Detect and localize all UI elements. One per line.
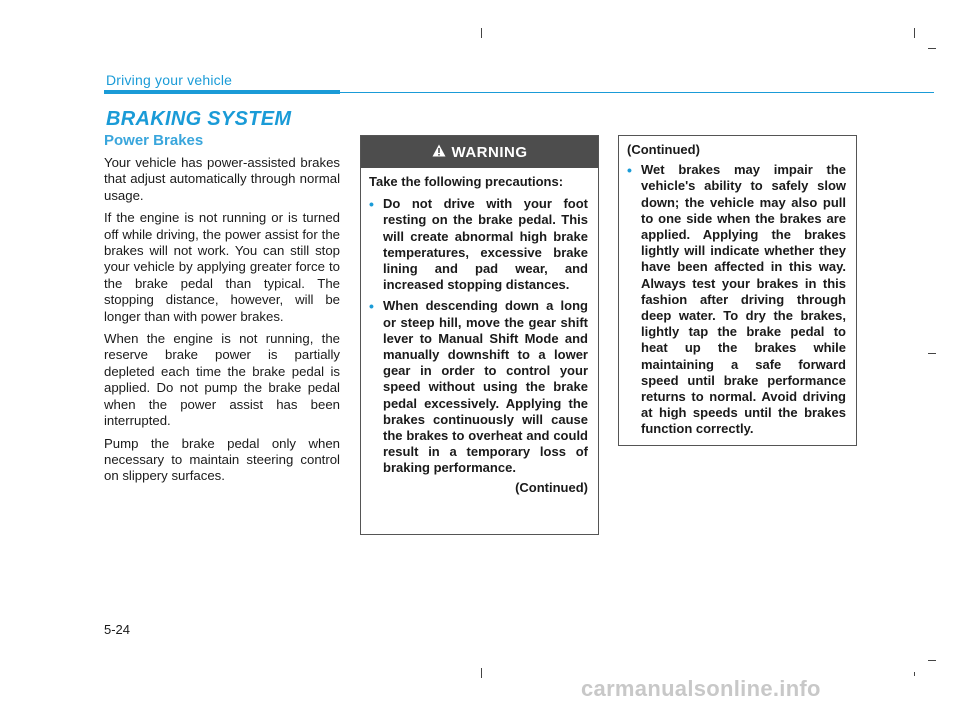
- section-label: Driving your vehicle: [106, 72, 233, 88]
- warning-header-label: WARNING: [451, 143, 528, 161]
- continued-content: [619, 136, 856, 438]
- continued-bullet-list: [627, 162, 846, 437]
- crop-mark-bottom-left: [481, 668, 482, 678]
- continued-heading: (Continued): [627, 142, 700, 157]
- crop-mark-top-left: [481, 28, 482, 38]
- warning-header: [361, 136, 598, 168]
- warning-bullet: • Do not drive with your foot resting on the brake pedal. This will create abnormal high brake temperatures, excessive brake lining and pad wear, and increased stopping distances.: [369, 196, 588, 293]
- crop-mark-right-bottom: [928, 660, 936, 661]
- crop-mark-right-middle: [928, 353, 936, 354]
- header-rule-thick: [104, 90, 340, 94]
- continued-bullet: • Wet brakes may impair the vehicle's ability to safely slow down; the vehicle may also pull to one side when the brakes are applied. Applying the brakes lightly will indicate whether they have been affected in this way. Always test your brakes in this fashion after driving through deep water. To dry the brakes, lightly tap the brake pedal to heat up the brakes while maintaining a safe forward speed until brake performance returns to normal. Avoid driving at high speeds until the brakes function correctly.: [627, 162, 846, 437]
- body-text-column: [104, 155, 340, 491]
- body-paragraph: Your vehicle has power-assisted brakes that adjust automatically through normal usage.: [104, 155, 340, 203]
- warning-content: [361, 168, 598, 496]
- body-paragraph: If the engine is not running or is turned off while driving, the power assist for the brakes will not work. You can still stop your vehicle by applying greater force to the brake pedal than typical. The stopping distance, however, will be longer than with power brakes.: [104, 210, 340, 324]
- warning-continued: (Continued): [515, 479, 588, 495]
- subsection-title: Power Brakes: [104, 132, 204, 149]
- crop-mark-bottom-right: [914, 672, 915, 676]
- body-paragraph: When the engine is not running, the reserve brake power is partially depleted each time the brake pedal is applied. Do not pump the brake pedal when the power assist has been interrupted.: [104, 331, 340, 429]
- page-title: BRAKING SYSTEM: [106, 108, 292, 130]
- watermark: carmanualsonline.info: [581, 676, 821, 701]
- warning-bullet: • When descending down a long or steep hill, move the gear shift lever to Manual Shift Mode and manually downshift to a lower gear in order to control your speed without using the brake pedal excessively. Applying the brakes continuously will cause the brakes to overheat and could result in a temporary loss of braking performance.: [369, 298, 588, 476]
- warning-intro: Take the following precautions:: [369, 174, 564, 189]
- warning-bullet-list: [369, 196, 588, 476]
- warning-triangle-icon: [432, 144, 452, 161]
- body-paragraph: Pump the brake pedal only when necessary to maintain steering control on slippery surfaces.: [104, 435, 340, 484]
- continued-box: [618, 135, 857, 446]
- header-rule-thin: [340, 92, 934, 93]
- page-number: 5-24: [104, 622, 131, 637]
- warning-box: [360, 135, 599, 535]
- crop-mark-top-right: [914, 28, 915, 38]
- crop-mark-right-top: [928, 48, 936, 49]
